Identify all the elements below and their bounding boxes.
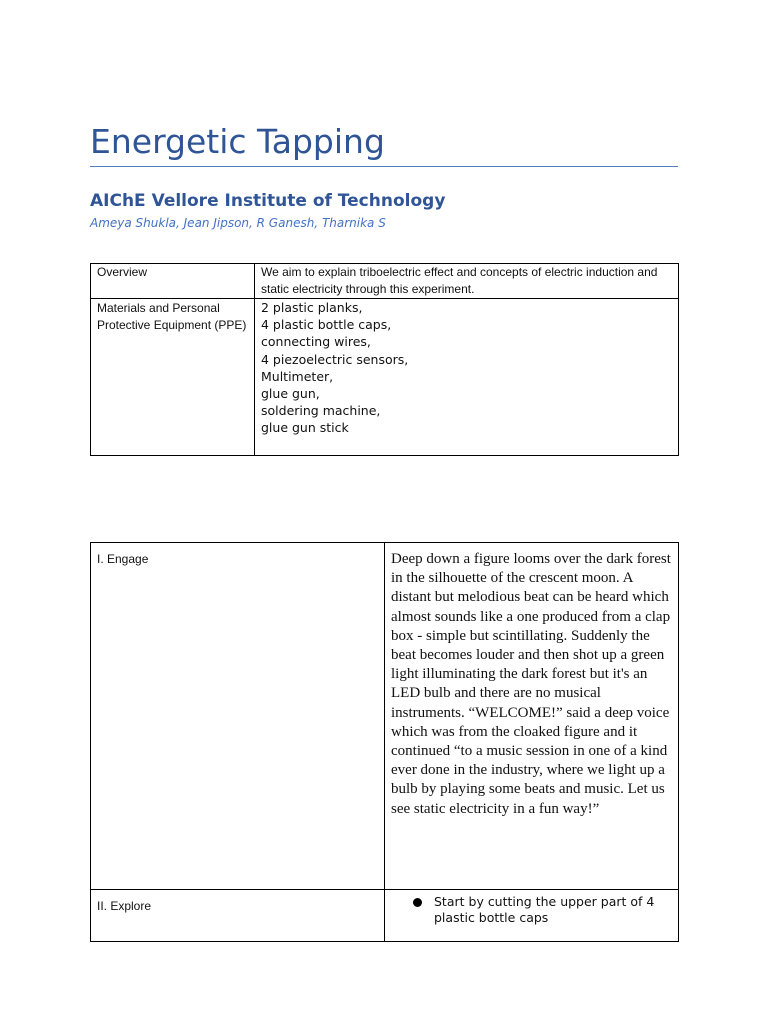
materials-list bbox=[261, 299, 673, 437]
author-list: Ameya Shukla, Jean Jipson, R Ganesh, Tharnika S bbox=[90, 216, 386, 230]
steps-table bbox=[90, 542, 679, 942]
explore-label-cell bbox=[91, 890, 385, 942]
explore-row bbox=[91, 890, 679, 942]
material-item: Multimeter, bbox=[261, 368, 334, 384]
materials-list-cell bbox=[255, 299, 679, 456]
material-item: glue gun, bbox=[261, 386, 320, 402]
overview-text: We aim to explain triboelectric effect and concepts of electric induction and static electricity through this experiment. bbox=[261, 265, 658, 296]
overview-text-cell bbox=[255, 264, 679, 299]
material-item: 4 plastic bottle caps, bbox=[261, 317, 392, 333]
explore-bullet-item bbox=[385, 894, 672, 926]
document-subtitle: AIChE Vellore Institute of Technology bbox=[90, 191, 446, 211]
title-underline bbox=[90, 166, 678, 167]
overview-label: Overview bbox=[97, 265, 148, 279]
engage-text: Deep down a figure looms over the dark forest in the silhouette of the crescent moon. A distant but melodious beat can be heard which almost sounds like a one produced from a clap box - simple but scintillating. Suddenly the beat becomes louder and then shot up a green light illuminating the dark forest but it's an LED bulb and there are no musical instruments. “WELCOME!” said a deep voice which was from the cloaked figure and it continued “to a music session in one of a kind ever done in the industry, where we light up a bulb by playing some beats and music. Let us see static electricity in a fun way!” bbox=[391, 551, 671, 817]
materials-label: Materials and Personal Protective Equipment (PPE) bbox=[97, 301, 247, 332]
engage-text-cell bbox=[385, 543, 679, 890]
explore-steps-cell bbox=[385, 890, 679, 942]
engage-row bbox=[91, 543, 679, 890]
engage-label: I. Engage bbox=[97, 552, 149, 566]
explore-bullet-text: Start by cutting the upper part of 4 plastic bottle caps bbox=[434, 894, 655, 925]
overview-label-cell bbox=[91, 264, 255, 299]
material-item: 2 plastic planks, bbox=[261, 300, 363, 315]
document-title: Energetic Tapping bbox=[90, 122, 385, 161]
material-item: soldering machine, bbox=[261, 403, 381, 419]
materials-label-cell bbox=[91, 299, 255, 456]
overview-row bbox=[91, 264, 679, 299]
material-item: connecting wires, bbox=[261, 334, 371, 350]
material-item: glue gun stick bbox=[261, 420, 349, 436]
explore-label: II. Explore bbox=[97, 899, 152, 913]
material-item: 4 piezoelectric sensors, bbox=[261, 351, 409, 367]
engage-label-cell bbox=[91, 543, 385, 890]
materials-row bbox=[91, 299, 679, 456]
bullet-icon bbox=[413, 898, 422, 907]
overview-table bbox=[90, 263, 679, 456]
